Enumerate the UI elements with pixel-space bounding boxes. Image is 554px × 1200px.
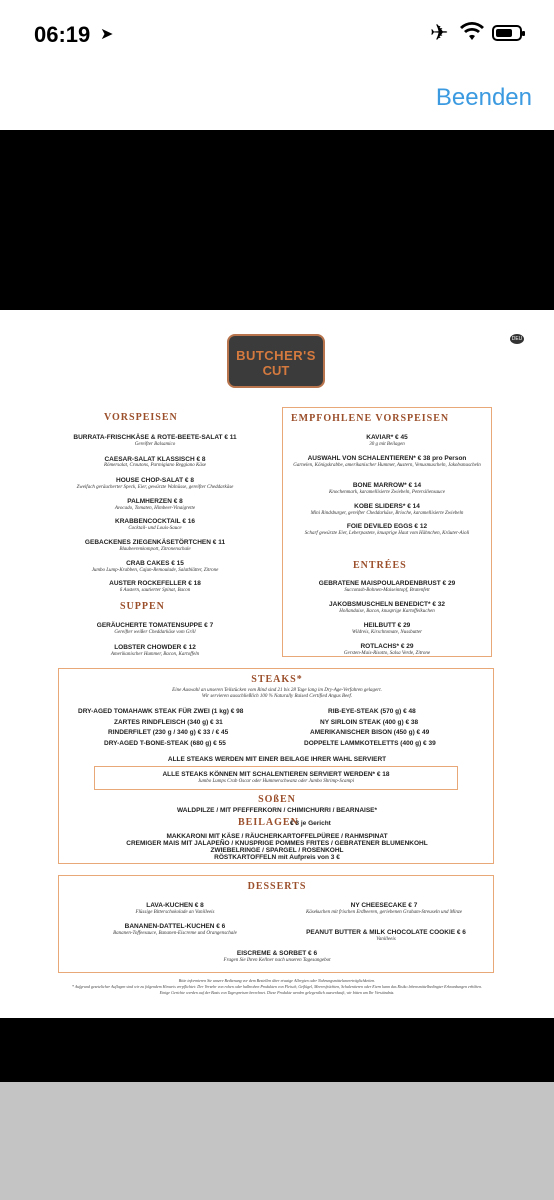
vorspeisen-heading: VORSPEISEN bbox=[104, 412, 178, 423]
steak-item: RINDERFILET (230 g / 340 g) € 33 / € 45 bbox=[108, 729, 229, 736]
language-badge: DEU bbox=[511, 336, 523, 342]
menu-item: AUSWAHL VON SCHALENTIEREN* € 38 pro Person bbox=[307, 455, 467, 462]
menu-item-desc: Knochenmark, karamellisierte Zwiebeln, Petersiliensauce bbox=[329, 490, 445, 495]
dessert-desc: Fragen Sie Ihren Kellner nach unseren Tagesangebot bbox=[223, 958, 331, 963]
steak-item: NY SIRLOIN STEAK (400 g) € 38 bbox=[320, 719, 419, 726]
menu-item-desc: Garnelen, Königskrabbe, amerikanischer Hummer, Austern, Venusmuscheln, Jakobsmuscheln bbox=[293, 463, 481, 468]
menu-item-desc: Hollandaise, Bacon, knusprige Kartoffelkuchen bbox=[339, 609, 435, 614]
menu-item-desc: Wildreis, Kirschtomate, Nussbutter bbox=[351, 630, 423, 635]
menu-item: HOUSE CHOP-SALAT € 8 bbox=[116, 477, 194, 484]
restaurant-logo: BUTCHER'S CUT bbox=[227, 334, 325, 388]
menu-item: KAVIAR* € 45 bbox=[366, 434, 408, 441]
menu-item: HEILBUTT € 29 bbox=[363, 622, 411, 629]
desserts-heading: DESSERTS bbox=[247, 881, 307, 892]
menu-item-desc: Mini Rindsburger, gereifter Cheddarkäse, Brioche, karamellisierte Zwiebeln bbox=[310, 511, 464, 516]
dessert-item: BANANEN-DATTEL-KUCHEN € 6 bbox=[124, 923, 226, 930]
airplane-mode-icon: ✈ bbox=[430, 20, 449, 45]
sossen-heading: SOßEN bbox=[258, 794, 296, 805]
dessert-desc: Käsekuchen mit frischen Erdbeeren, geriebenen Graham-Streuseln und Minze bbox=[305, 910, 463, 915]
steaks-intro: Wir servieren ausschließlich 100 % Naturally Raised Certified Angus Beef. bbox=[201, 694, 353, 699]
status-bar bbox=[0, 0, 554, 70]
black-bar-bottom bbox=[0, 1018, 554, 1082]
menu-item: ROTLACHS* € 29 bbox=[360, 643, 414, 650]
empfohlene-heading: EMPFOHLENE VORSPEISEN bbox=[291, 413, 450, 424]
menu-item-desc: Avocado, Tomaten, Himbeer-Vinaigrette bbox=[114, 506, 196, 511]
suppen-heading: SUPPEN bbox=[120, 601, 165, 612]
menu-item-desc: Gersten-Mais-Risotto, Salsa Verde, Zitrone bbox=[343, 651, 431, 656]
done-button[interactable]: Beenden bbox=[435, 84, 532, 111]
wifi-icon bbox=[460, 22, 484, 42]
menu-item: KRABBENCOCKTAIL € 16 bbox=[115, 518, 195, 525]
steaks-intro: Eine Auswahl an unseren Teilstücken vom Rind sind 21 bis 28 Tage lang im Dry-Age-Verfahren gelagert. bbox=[172, 688, 382, 693]
dessert-desc: Flüssige Bitterschokolade an Vanilleeis bbox=[135, 910, 215, 915]
menu-item: CAESAR-SALAT KLASSISCH € 8 bbox=[104, 456, 206, 463]
beilagen-line: ZWIEBELRINGE / SPARGEL / ROSENKOHL bbox=[210, 847, 344, 854]
menu-item: PALMHERZEN € 8 bbox=[127, 498, 183, 505]
entrees-heading: ENTRÉES bbox=[353, 560, 407, 571]
status-time: 06:19 bbox=[34, 22, 91, 47]
menu-item: KOBE SLIDERS* € 14 bbox=[354, 503, 420, 510]
dessert-item: NY CHEESECAKE € 7 bbox=[350, 902, 418, 909]
menu-document bbox=[0, 310, 554, 1018]
menu-item-desc: Zweifach geräucherter Speck, Eier, gewürzte Walnüsse, gereifter Cheddarkäse bbox=[76, 485, 234, 490]
dessert-item: LAVA-KUCHEN € 8 bbox=[146, 902, 204, 909]
menu-item: AUSTER ROCKEFELLER € 18 bbox=[109, 580, 201, 587]
steak-item: DOPPELTE LAMMKOTELETTS (400 g) € 39 bbox=[304, 740, 436, 747]
beilagen-line: CREMIGER MAIS MIT JALAPEÑO / KNUSPRIGE POMMES FRITES / GEBRATENER BLUMENKOHL bbox=[126, 840, 428, 847]
menu-item-desc: Jumbo Lump-Krabben, Cajun-Remoulade, Salatblätter, Zitrone bbox=[91, 568, 219, 573]
steak-item: RIB-EYE-STEAK (570 g) € 48 bbox=[328, 708, 416, 715]
dessert-desc: Bananen-Toffeesauce, Bananen-Eiscreme und Orangenschale bbox=[113, 931, 237, 936]
menu-item: GEBACKENES ZIEGENKÄSETÖRTCHEN € 11 bbox=[84, 539, 226, 546]
schalentiere-item: ALLE STEAKS KÖNNEN MIT SCHALENTIEREN SERVIERT WERDEN* € 18 bbox=[162, 771, 390, 778]
steak-item: AMERIKANISCHER BISON (450 g) € 49 bbox=[310, 729, 430, 736]
location-arrow-icon: ➤ bbox=[100, 26, 114, 43]
footer-notes: Bitte informieren Sie unsere Bedienung vor dem Bestellen über etwaige Allergien oder Nahrungsmittelunverträglichkeiten. * Aufgrund gesetzlicher Auflagen sind wir zu folgendem Hinweis verpflichtet: Der Verzehr von rohen oder halbrohen Produkten von Fleisch, Geflügel, Meeresfrüchten, Schalentieren oder Eiern kann das Risiko lebensmittelbedingter Erkrankungen erhöhen. Einige Gerichte werden auf der Basis von Tagespreisen berechnet. Diese Produkte werden gelegentlich ausverkauft, wir bitten um Ihr Verständnis. bbox=[71, 978, 483, 995]
beilagen-line: MAKKARONI MIT KÄSE / RÄUCHERKARTOFFELPÜREE / RAHMSPINAT bbox=[166, 833, 388, 840]
dessert-desc: Vanilleeis bbox=[376, 937, 396, 942]
menu-item-desc: 6 Austern, sautierter Spinat, Bacon bbox=[119, 588, 191, 593]
menu-item-desc: Gereifter weißer Cheddarkäse vom Grill bbox=[114, 630, 196, 635]
schalentiere-box bbox=[94, 766, 458, 790]
menu-item-desc: Cocktail- und Louis-Sauce bbox=[128, 526, 182, 531]
menu-item-desc: 30 g mit Beilagen bbox=[369, 442, 405, 447]
dessert-item: EISCREME & SORBET € 6 bbox=[236, 950, 318, 957]
menu-item: BONE MARROW* € 14 bbox=[352, 482, 422, 489]
menu-item: CRAB CAKES € 15 bbox=[126, 560, 184, 567]
menu-item: LOBSTER CHOWDER € 12 bbox=[114, 644, 196, 651]
schalentiere-desc: Jumbo Lumps Crab Oscar oder Hummerschwanz oder Jumbo Shrimp-Scampi bbox=[197, 779, 355, 784]
steak-item: ZARTES RINDFLEISCH (340 g) € 31 bbox=[114, 719, 223, 726]
menu-item: GERÄUCHERTE TOMATENSUPPE € 7 bbox=[96, 622, 214, 629]
beilagen-line: RÖSTKARTOFFELN mit Aufpreis von 3 € bbox=[214, 854, 340, 861]
menu-item-desc: Amerikanischer Hummer, Bacon, Kartoffeln bbox=[110, 652, 200, 657]
steak-item: DRY-AGED TOMAHAWK STEAK FÜR ZWEI (1 kg) € 98 bbox=[78, 708, 244, 715]
sossen-list: WALDPILZE / MIT PFEFFERKORN / CHIMICHURRI / BEARNAISE* bbox=[176, 807, 378, 814]
steaks-heading: STEAKS* bbox=[251, 674, 303, 685]
beilagen-heading: BEILAGEN bbox=[238, 817, 299, 828]
battery-icon bbox=[492, 25, 522, 41]
black-bar-top bbox=[0, 130, 554, 310]
menu-item: BURRATA-FRISCHKÄSE & ROTE-BEETE-SALAT € 11 bbox=[73, 434, 237, 441]
menu-item-desc: Römersalat, Croutons, Parmigiano Reggiano Käse bbox=[103, 463, 207, 468]
bottom-area bbox=[0, 1082, 554, 1200]
menu-item-desc: Blaubeerenkompott, Zitronenschale bbox=[119, 547, 191, 552]
steaks-note: ALLE STEAKS WERDEN MIT EINER BEILAGE IHRER WAHL SERVIERT bbox=[167, 756, 387, 763]
menu-item-desc: Gereifter Balsamico bbox=[134, 442, 176, 447]
menu-item: JAKOBSMUSCHELN BENEDICT* € 32 bbox=[329, 601, 445, 608]
dessert-item: PEANUT BUTTER & MILK CHOCOLATE COOKIE € 6 bbox=[306, 929, 466, 936]
menu-item-desc: Scharf gewürzte Eier, Leberpastete, knusprige Haut vom Hähnchen, Kräuter-Aioli bbox=[304, 531, 470, 536]
beilagen-price: € 3 je Gericht bbox=[290, 820, 331, 827]
menu-item: FOIE DEVILED EGGS € 12 bbox=[346, 523, 428, 530]
menu-item-desc: Succotash-Bohnen-Maiseintopf, Bratenfett bbox=[344, 588, 430, 593]
steak-item: DRY-AGED T-BONE-STEAK (680 g) € 55 bbox=[104, 740, 226, 747]
menu-item: GEBRATENE MAISPOULARDENBRUST € 29 bbox=[318, 580, 456, 587]
